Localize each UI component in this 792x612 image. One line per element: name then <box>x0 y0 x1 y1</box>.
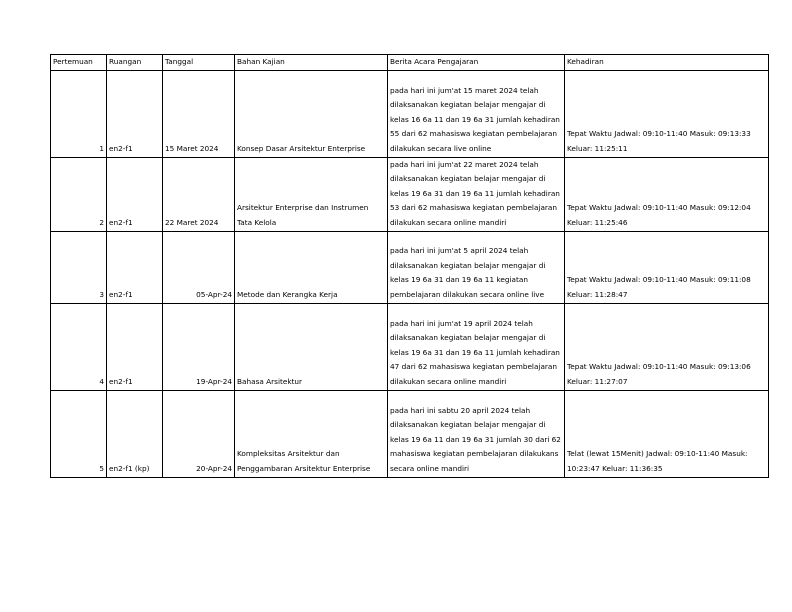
header-tanggal: Tanggal <box>163 55 235 71</box>
cell-bahan-kajian: Bahasa Arsitektur <box>235 303 388 390</box>
cell-pertemuan: 5 <box>51 390 107 477</box>
cell-tanggal: 19-Apr-24 <box>163 303 235 390</box>
cell-ruangan: en2-f1 <box>107 231 163 303</box>
cell-bahan-kajian: Konsep Dasar Arsitektur Enterprise <box>235 70 388 157</box>
cell-ruangan: en2-f1 (kp) <box>107 390 163 477</box>
cell-pertemuan: 2 <box>51 157 107 231</box>
cell-bahan-kajian: Kompleksitas Arsitektur dan Penggambaran Arsitektur Enterprise <box>235 390 388 477</box>
header-berita-acara: Berita Acara Pengajaran <box>388 55 565 71</box>
cell-berita-acara: pada hari ini sabtu 20 april 2024 telah dilaksanakan kegiatan belajar mengajar di kelas 19 6a 11 dan 19 6a 31 jumlah 30 dari 62 mahasiswa kegiatan pembelajaran dilakukans secara online mandiri <box>388 390 565 477</box>
cell-kehadiran: Telat (lewat 15Menit) Jadwal: 09:10-11:40 Masuk: 10:23:47 Keluar: 11:36:35 <box>565 390 769 477</box>
cell-ruangan: en2-f1 <box>107 70 163 157</box>
header-pertemuan: Pertemuan <box>51 55 107 71</box>
table-row <box>51 70 769 157</box>
cell-berita-acara: pada hari ini jum'at 19 april 2024 telah dilaksanakan kegiatan belajar mengajar di kelas 19 6a 31 dan 19 6a 11 jumlah kehadiran 47 dari 62 mahasiswa kegiatan pembelajaran dilakukan secara online mandiri <box>388 303 565 390</box>
cell-pertemuan: 3 <box>51 231 107 303</box>
cell-kehadiran: Tepat Waktu Jadwal: 09:10-11:40 Masuk: 09:13:06 Keluar: 11:27:07 <box>565 303 769 390</box>
cell-tanggal: 15 Maret 2024 <box>163 70 235 157</box>
cell-tanggal: 22 Maret 2024 <box>163 157 235 231</box>
cell-tanggal: 20-Apr-24 <box>163 390 235 477</box>
header-kehadiran: Kehadiran <box>565 55 769 71</box>
cell-kehadiran: Tepat Waktu Jadwal: 09:10-11:40 Masuk: 09:12:04 Keluar: 11:25:46 <box>565 157 769 231</box>
cell-kehadiran: Tepat Waktu Jadwal: 09:10-11:40 Masuk: 09:11:08 Keluar: 11:28:47 <box>565 231 769 303</box>
cell-ruangan: en2-f1 <box>107 303 163 390</box>
cell-bahan-kajian: Metode dan Kerangka Kerja <box>235 231 388 303</box>
table-row <box>51 390 769 477</box>
header-bahan-kajian: Bahan Kajian <box>235 55 388 71</box>
attendance-table <box>50 54 769 478</box>
cell-tanggal: 05-Apr-24 <box>163 231 235 303</box>
table-row <box>51 231 769 303</box>
table-header-row <box>51 55 769 71</box>
cell-berita-acara: pada hari ini jum'at 5 april 2024 telah dilaksanakan kegiatan belajar mengajar di kelas 19 6a 31 dan 19 6a 11 kegiatan pembelajaran dilakukan secara online live <box>388 231 565 303</box>
cell-pertemuan: 4 <box>51 303 107 390</box>
table-row <box>51 303 769 390</box>
header-ruangan: Ruangan <box>107 55 163 71</box>
cell-pertemuan: 1 <box>51 70 107 157</box>
cell-bahan-kajian: Arsitektur Enterprise dan Instrumen Tata Kelola <box>235 157 388 231</box>
cell-kehadiran: Tepat Waktu Jadwal: 09:10-11:40 Masuk: 09:13:33 Keluar: 11:25:11 <box>565 70 769 157</box>
cell-ruangan: en2-f1 <box>107 157 163 231</box>
table-row <box>51 157 769 231</box>
cell-berita-acara: pada hari ini jum'at 22 maret 2024 telah dilaksanakan kegiatan belajar mengajar di kelas 19 6a 31 dan 19 6a 11 jumlah kehadiran 53 dari 62 mahasiswa kegiatan pembelajaran dilakukan secara online mandiri <box>388 157 565 231</box>
cell-berita-acara: pada hari ini jum'at 15 maret 2024 telah dilaksanakan kegiatan belajar mengajar di kelas 16 6a 11 dan 19 6a 31 jumlah kehadiran 55 dari 62 mahasiswa kegiatan pembelajaran dilakukan secara live online <box>388 70 565 157</box>
